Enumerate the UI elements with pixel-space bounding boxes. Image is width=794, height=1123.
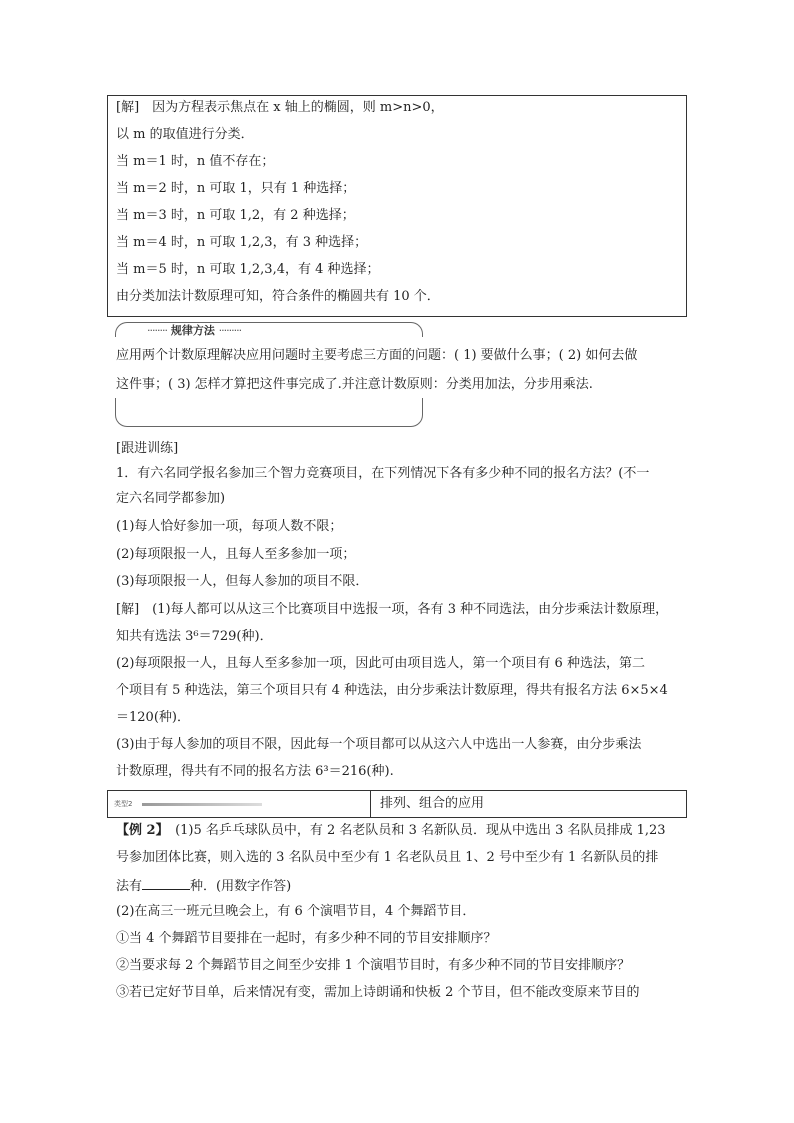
- solution-line: 当 m＝5 时，n 可取 1,2,3,4，有 4 种选择；: [116, 262, 380, 277]
- practice-heading: [跟进训练]: [116, 441, 179, 456]
- dots-decoration: ········: [147, 324, 167, 337]
- practice-line: 计数原理，得共有不同的报名方法 6³＝216(种).: [116, 764, 394, 779]
- topic-title: 排列、组合的应用: [380, 796, 485, 811]
- example-text: 法有: [116, 879, 143, 894]
- practice-line: 定六名同学都参加): [116, 491, 226, 506]
- example-line: ②当要求每 2 个舞蹈节目之间至少安排 1 个演唱节目时，有多少种不同的节目安排顺序？: [116, 958, 631, 973]
- example-line: (2)在高三一班元旦晚会上，有 6 个演唱节目，4 个舞蹈节目．: [116, 904, 476, 919]
- solution-line: 由分类加法计数原理可知，符合条件的椭圆共有 10 个．: [116, 289, 440, 304]
- example-text: 种．(用数字作答): [190, 879, 292, 894]
- method-line: 应用两个计数原理解决应用问题时主要考虑三方面的问题：( 1) 要做什么事；( 2) 如何去做: [116, 348, 638, 363]
- solution-line: 当 m＝1 时，n 值不存在；: [116, 154, 275, 169]
- dots-decoration: ·········: [218, 324, 242, 337]
- practice-line: (2)每项限报一人，且每人至多参加一项；: [116, 547, 356, 562]
- example-text: (1)5 名乒乓球队员中，有 2 名老队员和 3 名新队员．现从中选出 3 名队员排成 1,23: [162, 823, 666, 838]
- solution-line: 当 m＝4 时，n 可取 1,2,3，有 3 种选择；: [116, 235, 368, 250]
- practice-line: ＝120(种)．: [116, 710, 190, 725]
- example-line: 号参加团体比赛，则入选的 3 名队员中至少有 1 名老队员且 1、2 号中至少有 1 名新队员的排: [116, 850, 659, 865]
- solution-line: 以 m 的取值进行分类．: [116, 127, 254, 142]
- topic-bar-left: [108, 791, 371, 817]
- practice-line: 1．有六名同学报名参加三个智力竞赛项目，在下列情况下各有多少种不同的报名方法？(不一: [116, 466, 650, 481]
- method-label: [143, 324, 245, 338]
- solution-line: [解] 因为方程表示焦点在 x 轴上的椭圆，则 m>n>0，: [116, 100, 444, 115]
- example-line: ③若已定好节目单，后来情况有变，需加上诗朗诵和快板 2 个节目，但不能改变原来节目的: [116, 985, 640, 1000]
- answer-blank[interactable]: [142, 876, 190, 890]
- topic-bar: [107, 790, 687, 818]
- topic-stripe: [142, 803, 262, 806]
- method-label-text: 规律方法: [170, 324, 215, 337]
- practice-line: 个项目有 5 种选法，第三个项目只有 4 种选法，由分步乘法计数原理，得共有报名方法 6×5×4: [116, 683, 668, 698]
- example-line: ①当 4 个舞蹈节目要排在一起时，有多少种不同的节目安排顺序？: [116, 931, 497, 946]
- topic-tag: 类型2: [114, 800, 133, 808]
- method-line: 这件事；( 3) 怎样才算把这件事完成了.并注意计数原则：分类用加法，分步用乘法.: [116, 377, 593, 392]
- solution-line: 当 m＝2 时，n 可取 1，只有 1 种选择；: [116, 181, 356, 196]
- example-line: [116, 876, 291, 896]
- practice-line: (1)每人恰好参加一项，每项人数不限；: [116, 519, 343, 534]
- practice-line: 知共有选法 3⁶＝729(种)．: [116, 629, 273, 644]
- practice-line: (3)每项限报一人，但每人参加的项目不限．: [116, 574, 369, 589]
- practice-line: (3)由于每人参加的项目不限，因此每一个项目都可以从这六人中选出一人参赛，由分步乘法: [116, 737, 642, 752]
- method-frame-bottom: [115, 398, 423, 427]
- solution-line: 当 m＝3 时，n 可取 1,2，有 2 种选择；: [116, 208, 355, 223]
- practice-line: [解] (1)每人都可以从这三个比赛项目中选报一项，各有 3 种不同选法，由分步乘法计数原理，: [116, 602, 669, 617]
- example-label: 【例 2】: [116, 823, 163, 838]
- example-line: [116, 822, 666, 840]
- practice-line: (2)每项限报一人，且每人至多参加一项，因此可由项目选人，第一个项目有 6 种选法，第二: [116, 656, 645, 671]
